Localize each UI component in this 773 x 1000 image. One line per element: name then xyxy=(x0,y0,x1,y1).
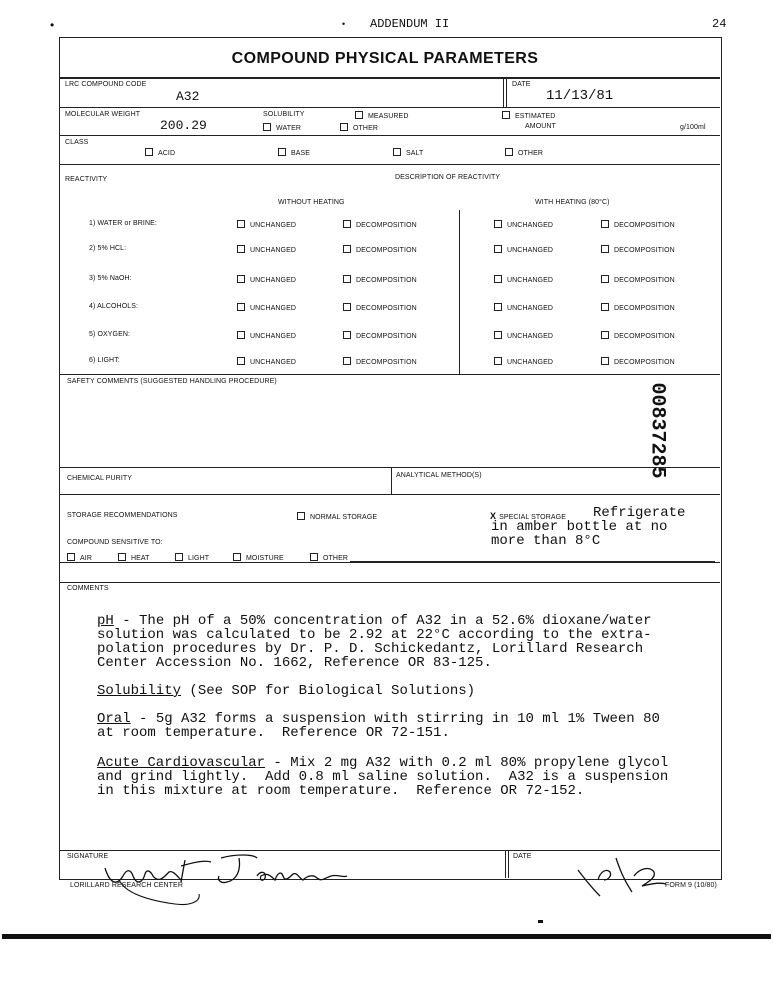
vrule-date-2 xyxy=(506,77,507,107)
decomposition-heat-option[interactable]: DECOMPOSITION xyxy=(601,275,675,284)
rule-compound xyxy=(60,107,720,108)
comment-ph-line4: Center Accession No. 1662, Reference OR 83-125. xyxy=(97,655,492,671)
checkbox-icon xyxy=(237,275,245,283)
unchanged-heat-option[interactable]: UNCHANGED xyxy=(494,303,553,312)
comment-oral-heading: Oral xyxy=(97,711,131,727)
decomposition-heat-option[interactable]: DECOMPOSITION xyxy=(601,303,675,312)
reactivity-label: REACTIVITY xyxy=(65,176,108,183)
decomposition-no-heat-option[interactable]: DECOMPOSITION xyxy=(343,220,417,229)
special-storage-option[interactable]: X SPECIAL STORAGE xyxy=(490,511,566,521)
solubility-water-option[interactable]: WATER xyxy=(263,123,301,132)
vrule-purity-split xyxy=(391,467,392,494)
unchanged-no-heat-option[interactable]: UNCHANGED xyxy=(237,331,296,340)
addendum-header: ADDENDUM II xyxy=(370,17,450,31)
checked-x-icon: X xyxy=(490,511,497,521)
rule-under-title xyxy=(60,77,720,79)
solubility-amount-label: AMOUNT xyxy=(525,123,556,130)
rule-comments-top xyxy=(60,582,720,583)
analytical-methods-label: ANALYTICAL METHOD(S) xyxy=(396,472,482,479)
class-base-option[interactable]: BASE xyxy=(278,148,310,157)
comment-ph-line3: polation procedures by Dr. P. D. Schickedantz, Lorillard Research xyxy=(97,641,644,657)
sensitive-moisture-option[interactable]: MOISTURE xyxy=(233,553,284,562)
storage-instruction-line3: more than 8°C xyxy=(491,533,601,549)
reactivity-row-label: 6) LIGHT: xyxy=(89,357,120,364)
reactivity-row-label: 2) 5% HCL: xyxy=(89,245,127,252)
class-other-option[interactable]: OTHER xyxy=(505,148,543,157)
checkbox-icon xyxy=(502,111,510,119)
comment-acute-line3: in this mixture at room temperature. Reference OR 72-152. xyxy=(97,783,585,799)
checkbox-icon xyxy=(237,331,245,339)
unchanged-no-heat-option[interactable]: UNCHANGED xyxy=(237,303,296,312)
checkbox-icon xyxy=(310,553,318,561)
unchanged-no-heat-option[interactable]: UNCHANGED xyxy=(237,275,296,284)
reactivity-row-label: 5) OXYGEN: xyxy=(89,331,131,338)
checkbox-icon xyxy=(343,357,351,365)
rule-sensitive-bottom xyxy=(60,562,720,563)
sensitive-label: COMPOUND SENSITIVE TO: xyxy=(67,539,163,546)
storage-instruction-line1: Refrigerate xyxy=(593,505,686,521)
comments-label: COMMENTS xyxy=(67,585,109,592)
compound-code-value[interactable]: A32 xyxy=(176,89,200,104)
checkbox-icon xyxy=(601,245,609,253)
signature-scribble xyxy=(85,846,385,906)
date-value[interactable]: 11/13/81 xyxy=(546,88,614,104)
checkbox-icon xyxy=(67,553,75,561)
decomposition-heat-option[interactable]: DECOMPOSITION xyxy=(601,245,675,254)
solubility-label: SOLUBILITY xyxy=(263,111,305,118)
comment-acute-heading: Acute Cardiovascular xyxy=(97,755,266,771)
form-number: FORM 9 (10/80) xyxy=(665,882,717,889)
document-id-stamp: 00837285 xyxy=(645,382,669,479)
without-heating-label: WITHOUT HEATING xyxy=(278,199,345,206)
comment-acute-line1: Acute Cardiovascular - Mix 2 mg A32 with 0.2 ml 80% propylene glycol xyxy=(97,755,669,771)
reactivity-row-label: 3) 5% NaOH: xyxy=(89,275,132,282)
rule-reactivity-bottom xyxy=(60,374,720,375)
decomposition-heat-option[interactable]: DECOMPOSITION xyxy=(601,357,675,366)
checkbox-icon xyxy=(343,275,351,283)
form-title: COMPOUND PHYSICAL PARAMETERS xyxy=(231,50,539,67)
with-heating-label: WITH HEATING (80°C) xyxy=(535,199,610,206)
page-bottom-bar xyxy=(2,934,771,939)
checkbox-icon xyxy=(343,303,351,311)
checkbox-icon xyxy=(145,148,153,156)
sensitive-other-option[interactable]: OTHER xyxy=(310,553,348,562)
comment-oral-line2: at room temperature. Reference OR 72-151. xyxy=(97,725,450,741)
rule-molweight xyxy=(60,135,720,136)
vrule-sigdate-1 xyxy=(505,850,506,878)
comment-ph-line1: pH - The pH of a 50% concentration of A32 in a 52.6% dioxane/water xyxy=(97,613,652,629)
checkbox-icon xyxy=(340,123,348,131)
decomposition-no-heat-option[interactable]: DECOMPOSITION xyxy=(343,331,417,340)
checkbox-icon xyxy=(278,148,286,156)
solubility-estimated-option[interactable]: ESTIMATED xyxy=(502,111,555,120)
comment-solubility-heading: Solubility xyxy=(97,683,182,699)
compound-code-label: LRC COMPOUND CODE xyxy=(65,81,147,88)
checkbox-icon xyxy=(494,303,502,311)
decomposition-no-heat-option[interactable]: DECOMPOSITION xyxy=(343,245,417,254)
checkbox-icon xyxy=(355,111,363,119)
date-label: DATE xyxy=(512,81,531,88)
molecular-weight-label: MOLECULAR WEIGHT xyxy=(65,111,141,118)
bullet-dot: • xyxy=(342,19,346,29)
footer-research-center: LORILLARD RESEARCH CENTER xyxy=(70,882,183,889)
vrule-date-1 xyxy=(503,77,504,107)
checkbox-icon xyxy=(494,357,502,365)
checkbox-icon xyxy=(237,303,245,311)
page-number: 24 xyxy=(712,17,727,31)
checkbox-icon xyxy=(237,245,245,253)
checkbox-icon xyxy=(263,123,271,131)
normal-storage-option[interactable]: NORMAL STORAGE xyxy=(297,512,377,521)
comment-acute-line2: and grind lightly. Add 0.8 ml saline solution. A32 is a suspension xyxy=(97,769,669,785)
decomposition-no-heat-option[interactable]: DECOMPOSITION xyxy=(343,357,417,366)
decomposition-no-heat-option[interactable]: DECOMPOSITION xyxy=(343,275,417,284)
unchanged-heat-option[interactable]: UNCHANGED xyxy=(494,275,553,284)
solubility-other-option[interactable]: OTHER xyxy=(340,123,378,132)
safety-comments-label: SAFETY COMMENTS (SUGGESTED HANDLING PROCEDURE) xyxy=(67,378,277,385)
reactivity-row-label: 4) ALCOHOLS: xyxy=(89,303,139,310)
checkbox-icon xyxy=(601,331,609,339)
checkbox-icon xyxy=(343,331,351,339)
sensitive-heat-option[interactable]: HEAT xyxy=(118,553,150,562)
checkbox-icon xyxy=(601,275,609,283)
rule-safety-bottom xyxy=(60,467,720,468)
reactivity-row-label: 1) WATER or BRINE: xyxy=(89,220,157,227)
decomposition-heat-option[interactable]: DECOMPOSITION xyxy=(601,220,675,229)
checkbox-icon xyxy=(237,220,245,228)
checkbox-icon xyxy=(601,357,609,365)
sensitive-air-option[interactable]: AIR xyxy=(67,553,92,562)
date-scribble xyxy=(570,850,680,900)
comment-solubility-line: Solubility (See SOP for Biological Solutions) xyxy=(97,683,476,699)
storage-label: STORAGE RECOMMENDATIONS xyxy=(67,512,178,519)
checkbox-icon xyxy=(505,148,513,156)
class-acid-option[interactable]: ACID xyxy=(145,148,175,157)
rule-purity-bottom xyxy=(60,494,720,495)
unchanged-heat-option[interactable]: UNCHANGED xyxy=(494,357,553,366)
checkbox-icon xyxy=(601,220,609,228)
checkbox-icon xyxy=(297,512,305,520)
comment-ph-heading: pH xyxy=(97,613,114,629)
vrule-reactivity-split xyxy=(459,210,460,374)
reactivity-description-label: DESCRIPTION OF REACTIVITY xyxy=(395,174,501,181)
comment-oral-line1: Oral - 5g A32 forms a suspension with stirring in 10 ml 1% Tween 80 xyxy=(97,711,660,727)
sensitive-light-option[interactable]: LIGHT xyxy=(175,553,209,562)
checkbox-icon xyxy=(233,553,241,561)
unchanged-no-heat-option[interactable]: UNCHANGED xyxy=(237,220,296,229)
checkbox-icon xyxy=(494,220,502,228)
handwritten-signature xyxy=(85,846,385,906)
unchanged-no-heat-option[interactable]: UNCHANGED xyxy=(237,357,296,366)
checkbox-icon xyxy=(237,357,245,365)
unchanged-heat-option[interactable]: UNCHANGED xyxy=(494,331,553,340)
checkbox-icon xyxy=(175,553,183,561)
sign-date-label: DATE xyxy=(513,853,532,860)
sensitive-other-line xyxy=(350,561,715,562)
chemical-purity-label: CHEMICAL PURITY xyxy=(67,475,133,482)
handwritten-date xyxy=(570,850,680,900)
rule-class xyxy=(60,164,720,165)
checkbox-icon xyxy=(393,148,401,156)
checkbox-icon xyxy=(494,245,502,253)
decomposition-no-heat-option[interactable]: DECOMPOSITION xyxy=(343,303,417,312)
solubility-unit-label: g/100ml xyxy=(680,124,706,131)
unchanged-no-heat-option[interactable]: UNCHANGED xyxy=(237,245,296,254)
checkbox-icon xyxy=(601,303,609,311)
solubility-measured-option[interactable]: MEASURED xyxy=(355,111,408,120)
checkbox-icon xyxy=(343,245,351,253)
comment-ph-line2: solution was calculated to be 2.92 at 22°C according to the extra- xyxy=(97,627,652,643)
scan-speck: • xyxy=(50,18,55,32)
molecular-weight-value[interactable]: 200.29 xyxy=(160,118,207,133)
scan-speck xyxy=(538,920,543,923)
vrule-sigdate-2 xyxy=(508,850,509,878)
unchanged-heat-option[interactable]: UNCHANGED xyxy=(494,220,553,229)
checkbox-icon xyxy=(118,553,126,561)
storage-instruction-line2: in amber bottle at no xyxy=(491,519,668,535)
class-label: CLASS xyxy=(65,139,89,146)
checkbox-icon xyxy=(494,331,502,339)
checkbox-icon xyxy=(343,220,351,228)
signature-label: SIGNATURE xyxy=(67,853,109,860)
unchanged-heat-option[interactable]: UNCHANGED xyxy=(494,245,553,254)
class-salt-option[interactable]: SALT xyxy=(393,148,423,157)
checkbox-icon xyxy=(494,275,502,283)
decomposition-heat-option[interactable]: DECOMPOSITION xyxy=(601,331,675,340)
